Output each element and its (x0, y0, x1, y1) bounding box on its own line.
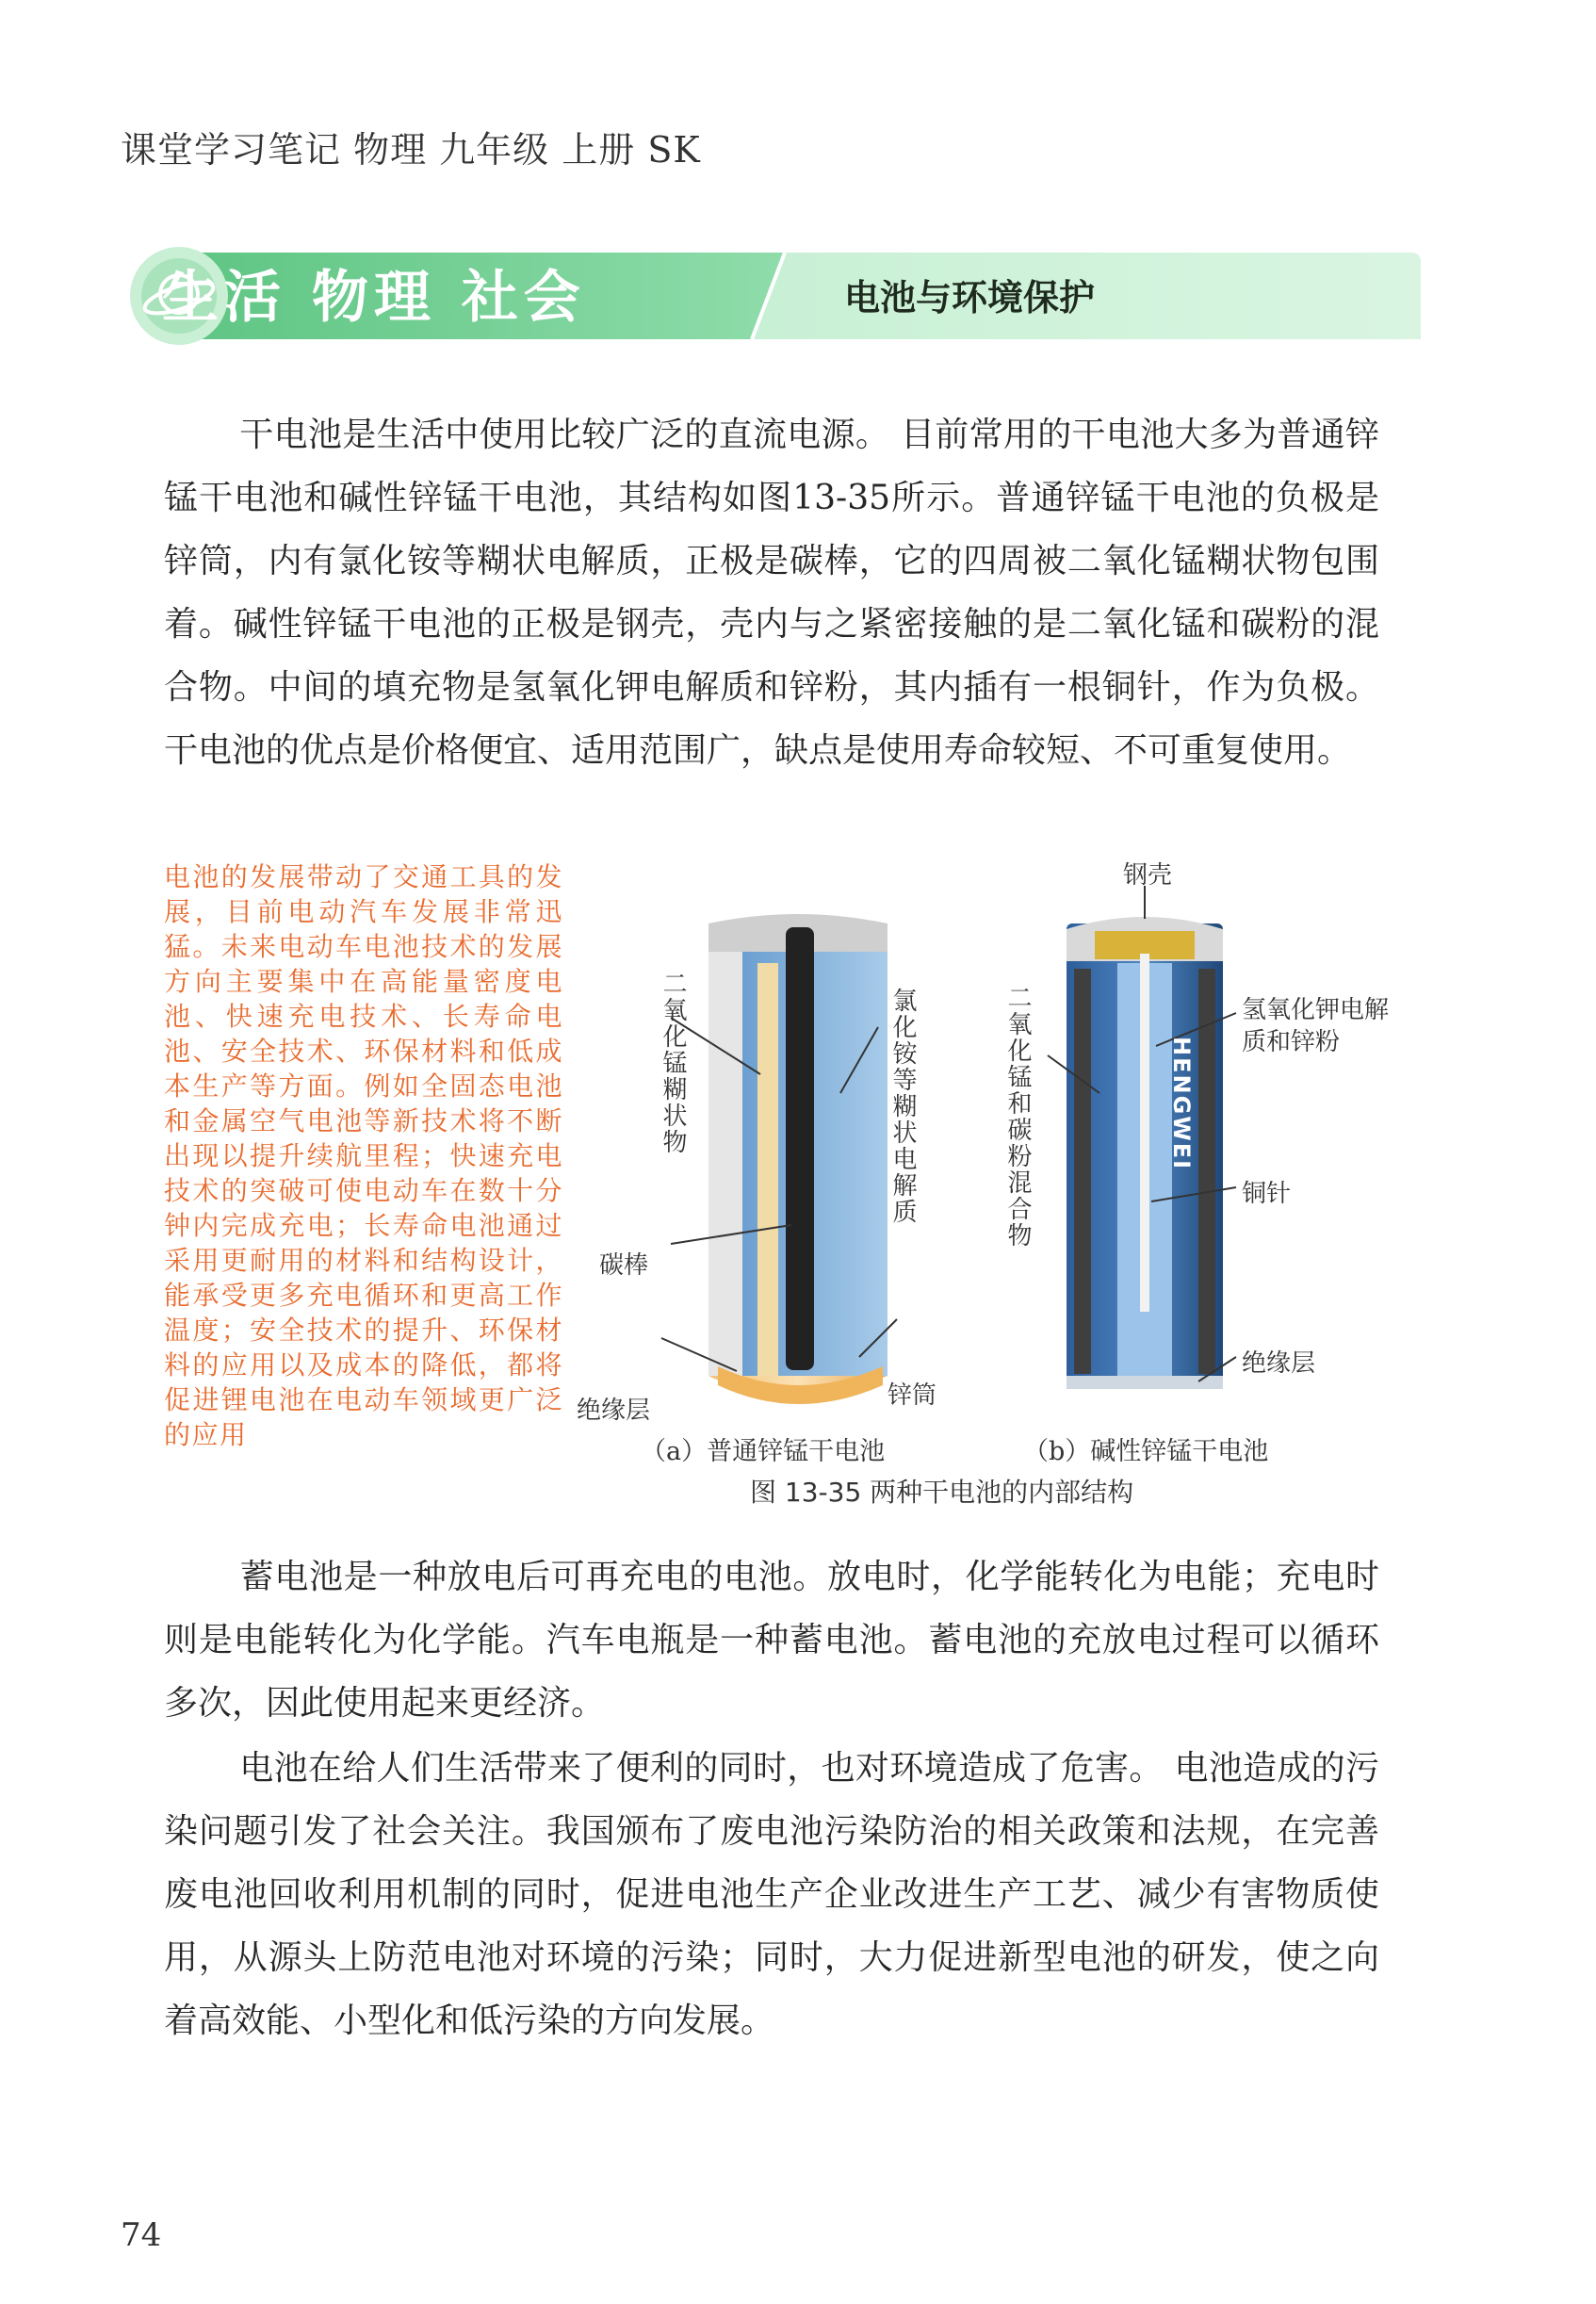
label-mno2-carbon-mixture: 二氧化锰和碳粉混合物 (1003, 985, 1032, 1249)
subcaption-a: （a）普通锌锰干电池 (641, 1437, 886, 1466)
banner-subtitle: 电池与环境保护 (844, 277, 1096, 319)
side-note: 电池的发展带动了交通工具的发展，目前电动汽车发展非常迅猛。未来电动车电池技术的发展方向主要集中在高能量密度电池、快速充电技术、长寿命电池、安全技术、环保材料和低成本生产等方面。例如全固态电池和金属空气电池等新技术将不断出现以提升续航里程；快速充电技术的突破可使电动车在数十分钟内完成充电；长寿命电池通过采用更耐用的材料和结构设计，能承受更多充电循环和更高工作温度；安全技术的提升、环保材料的应用以及成本的降低，都将促进锂电池在电动车领域更广泛的应用 (164, 861, 563, 1450)
battery-figure (577, 848, 1425, 1527)
battery-b (1067, 917, 1223, 1389)
banner-title: 生活 物理 社会 (162, 265, 586, 331)
battery-a (708, 914, 888, 1404)
carbon-rod (786, 927, 814, 1370)
label-insulation-a: 绝缘层 (577, 1397, 651, 1425)
label-copper-pin: 铜针 (1242, 1180, 1292, 1208)
paragraph-environment: 电池在给人们生活带来了便利的同时，也对环境造成了危害。 电池造成的污染问题引发了社会关注。我国颁布了废电池污染防治的相关政策和法规，在完善废电池回收利用机制的同时，促进电池生产企业改进生产工艺、减少有害物质使用，从源头上防范电池对环境的污染；同时，大力促进新型电池的研发，使之向着高效能、小型化和低污染的方向发展。 (164, 1749, 1379, 2040)
label-insulation-b: 绝缘层 (1242, 1349, 1316, 1378)
copper-pin (1140, 954, 1149, 1312)
paragraph-storage-battery: 蓄电池是一种放电后可再充电的电池。放电时，化学能转化为电能；充电时则是电能转化为化学能。汽车电瓶是一种蓄电池。蓄电池的充放电过程可以循环多次，因此使用起来更经济。 (164, 1558, 1379, 1723)
figure-caption: 图 13-35 两种干电池的内部结构 (750, 1477, 1134, 1508)
label-mno2-paste: 二氧化锰糊状物 (659, 971, 687, 1155)
label-carbon-rod: 碳棒 (599, 1251, 649, 1280)
label-nh4cl-electrolyte: 氯化铵等糊状电解质 (888, 988, 917, 1225)
running-header: 课堂学习笔记 物理 九年级 上册 SK (121, 129, 701, 171)
page-number: 74 (121, 2216, 162, 2254)
battery-brand: HENGWEI (1168, 1037, 1195, 1171)
label-steel-shell: 钢壳 (1123, 861, 1173, 890)
subcaption-b: （b）碱性锌锰干电池 (1023, 1437, 1269, 1466)
label-zinc-can: 锌筒 (888, 1381, 937, 1410)
label-koh-zinc: 氢氧化钾电解质和锌粉 (1242, 996, 1390, 1056)
paragraph-dry-battery: 干电池是生活中使用比较广泛的直流电源。 目前常用的干电池大多为普通锌锰干电池和碱性锌锰干电池，其结构如图13-35所示。普通锌锰干电池的负极是锌筒，内有氯化铵等糊状电解质，正极是碳棒，它的四周被二氧化锰糊状物包围着。碱性锌锰干电池的正极是钢壳，壳内与之紧密接触的是二氧化锰和碳粉的混合物。中间的填充物是氢氧化钾电解质和锌粉，其内插有一根铜针，作为负极。干电池的优点是价格便宜、适用范围广，缺点是使用寿命较短、不可重复使用。 (164, 416, 1379, 770)
